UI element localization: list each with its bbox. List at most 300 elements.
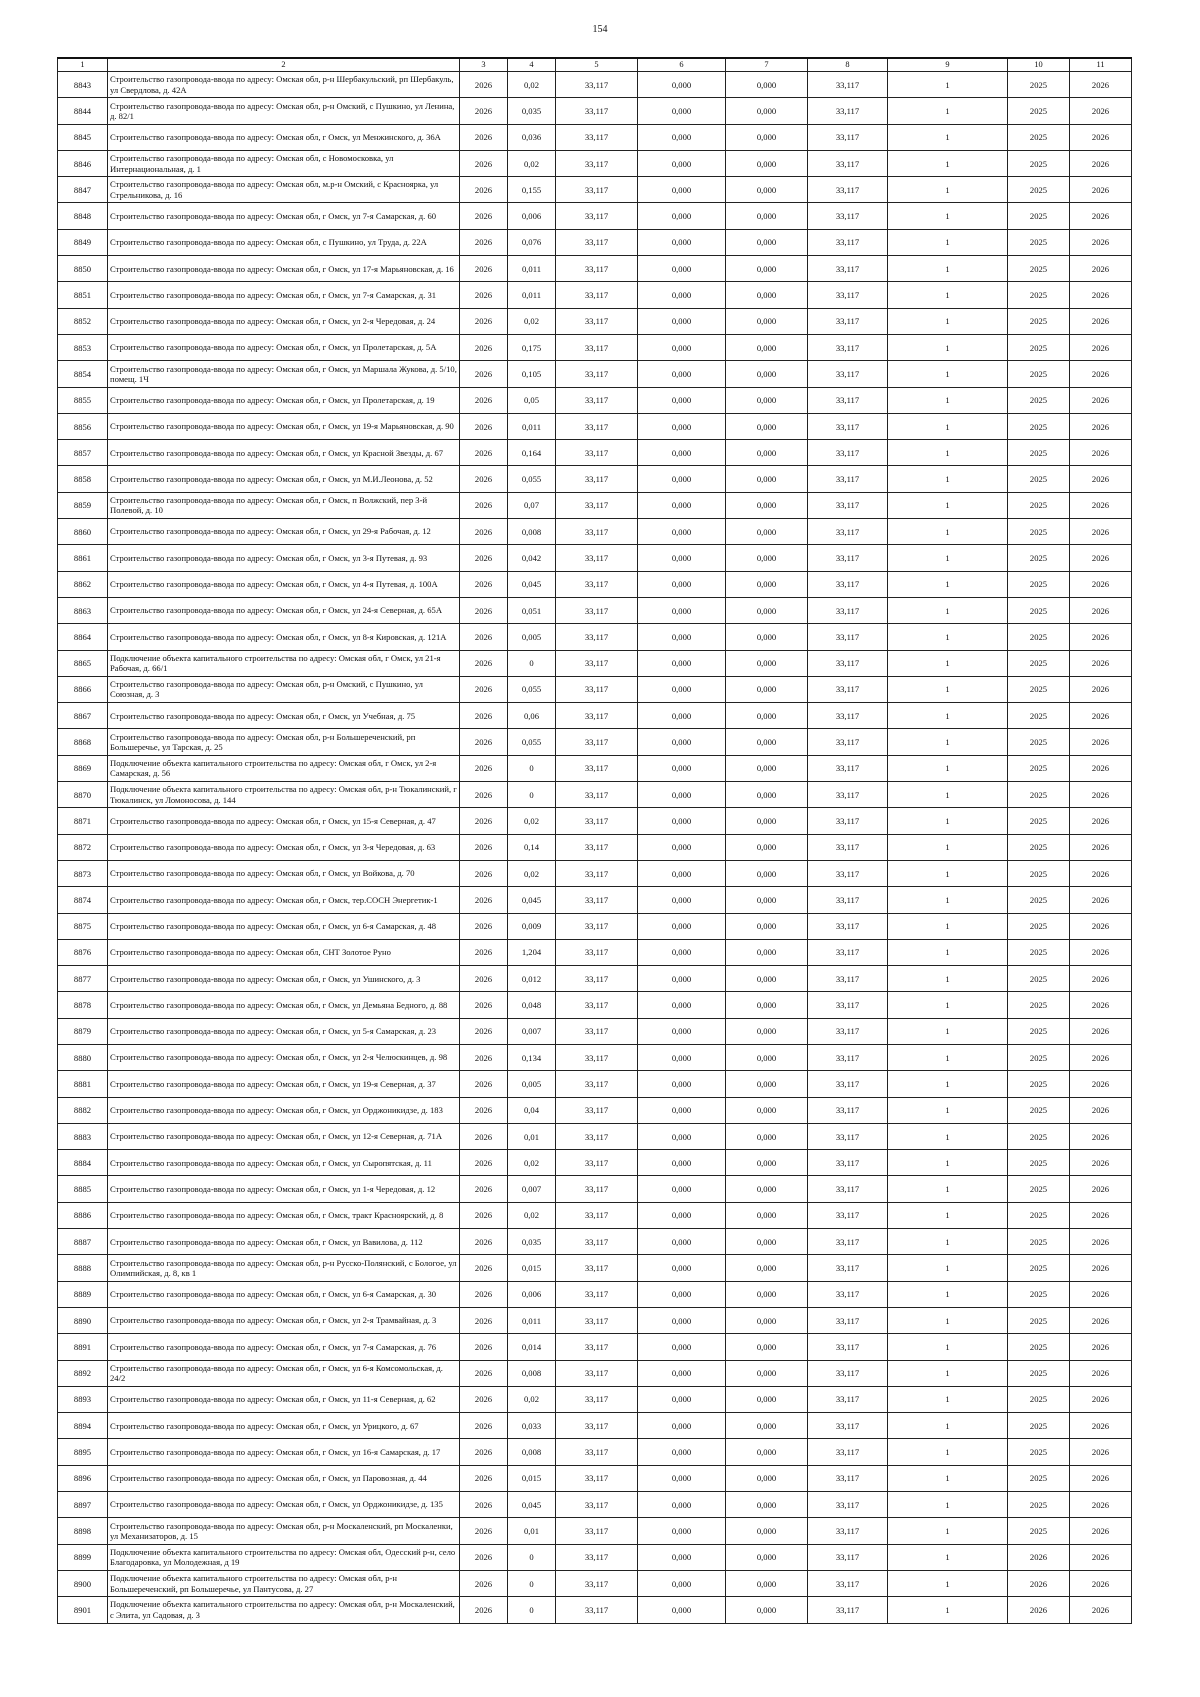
value-cell: 2026 bbox=[1070, 387, 1132, 413]
value-cell: 2026 bbox=[1070, 361, 1132, 387]
table-row bbox=[58, 177, 1132, 203]
value-cell: 2026 bbox=[460, 703, 508, 729]
value-cell: 2025 bbox=[1008, 1202, 1070, 1228]
description-cell: Строительство газопровода-ввода по адресу: Омская обл, г Омск, ул Орджоникидзе, д. 135 bbox=[108, 1492, 460, 1518]
value-cell: 1 bbox=[888, 939, 1008, 965]
value-cell: 0,000 bbox=[638, 1360, 726, 1386]
value-cell: 0,000 bbox=[726, 361, 808, 387]
description-cell: Строительство газопровода-ввода по адресу: Омская обл, г Омск, ул 2-я Трамвайная, д. 3 bbox=[108, 1307, 460, 1333]
value-cell: 2026 bbox=[460, 1360, 508, 1386]
value-cell: 2026 bbox=[460, 72, 508, 98]
value-cell: 33,117 bbox=[556, 1334, 638, 1360]
value-cell: 2025 bbox=[1008, 466, 1070, 492]
value-cell: 1 bbox=[888, 1123, 1008, 1149]
value-cell: 33,117 bbox=[808, 334, 888, 360]
value-cell: 0,000 bbox=[726, 466, 808, 492]
value-cell: 0,014 bbox=[508, 1334, 556, 1360]
value-cell: 33,117 bbox=[808, 519, 888, 545]
description-cell: Строительство газопровода-ввода по адресу: Омская обл, г Омск, ул 8-я Кировская, д. 121А bbox=[108, 624, 460, 650]
value-cell: 1 bbox=[888, 334, 1008, 360]
value-cell: 33,117 bbox=[556, 519, 638, 545]
row-number-cell: 8858 bbox=[58, 466, 108, 492]
row-number-cell: 8866 bbox=[58, 676, 108, 702]
value-cell: 0,04 bbox=[508, 1097, 556, 1123]
value-cell: 1 bbox=[888, 808, 1008, 834]
value-cell: 1 bbox=[888, 1597, 1008, 1623]
value-cell: 33,117 bbox=[556, 992, 638, 1018]
value-cell: 2026 bbox=[1070, 1439, 1132, 1465]
value-cell: 0,000 bbox=[638, 703, 726, 729]
description-cell: Строительство газопровода-ввода по адресу: Омская обл, СНТ Золотое Руно bbox=[108, 939, 460, 965]
value-cell: 1 bbox=[888, 1255, 1008, 1281]
value-cell: 2026 bbox=[460, 1281, 508, 1307]
value-cell: 2026 bbox=[460, 624, 508, 650]
value-cell: 33,117 bbox=[556, 966, 638, 992]
value-cell: 2026 bbox=[1070, 124, 1132, 150]
value-cell: 1 bbox=[888, 256, 1008, 282]
description-cell: Строительство газопровода-ввода по адресу: Омская обл, г Омск, ул 1-я Чередовая, д. 12 bbox=[108, 1176, 460, 1202]
value-cell: 33,117 bbox=[808, 571, 888, 597]
table-row bbox=[58, 939, 1132, 965]
value-cell: 2026 bbox=[460, 755, 508, 781]
value-cell: 2026 bbox=[460, 1229, 508, 1255]
row-number-cell: 8900 bbox=[58, 1570, 108, 1596]
value-cell: 33,117 bbox=[808, 177, 888, 203]
value-cell: 2025 bbox=[1008, 834, 1070, 860]
value-cell: 0,000 bbox=[638, 440, 726, 466]
value-cell: 33,117 bbox=[808, 1570, 888, 1596]
row-number-cell: 8890 bbox=[58, 1307, 108, 1333]
value-cell: 33,117 bbox=[808, 729, 888, 755]
value-cell: 33,117 bbox=[808, 1202, 888, 1228]
value-cell: 0,000 bbox=[726, 1544, 808, 1570]
value-cell: 1 bbox=[888, 440, 1008, 466]
value-cell: 2026 bbox=[1070, 1097, 1132, 1123]
description-cell: Подключение объекта капитального строительства по адресу: Омская обл, р-н Большереченский, рп Большеречье, ул Пантусова, д. 27 bbox=[108, 1570, 460, 1596]
value-cell: 2025 bbox=[1008, 729, 1070, 755]
value-cell: 0,000 bbox=[638, 597, 726, 623]
value-cell: 2025 bbox=[1008, 1097, 1070, 1123]
value-cell: 0,011 bbox=[508, 1307, 556, 1333]
description-cell: Строительство газопровода-ввода по адресу: Омская обл, г Омск, ул 7-я Самарская, д. 60 bbox=[108, 203, 460, 229]
value-cell: 2025 bbox=[1008, 939, 1070, 965]
value-cell: 2026 bbox=[1070, 1492, 1132, 1518]
row-number-cell: 8847 bbox=[58, 177, 108, 203]
value-cell: 2026 bbox=[460, 1255, 508, 1281]
value-cell: 0,008 bbox=[508, 519, 556, 545]
value-cell: 2025 bbox=[1008, 571, 1070, 597]
value-cell: 0,000 bbox=[726, 703, 808, 729]
value-cell: 0,055 bbox=[508, 466, 556, 492]
value-cell: 0,000 bbox=[726, 1465, 808, 1491]
description-cell: Строительство газопровода-ввода по адресу: Омская обл, р-н Омский, с Пушкино, ул Союзная, д. 3 bbox=[108, 676, 460, 702]
value-cell: 33,117 bbox=[556, 545, 638, 571]
value-cell: 2026 bbox=[460, 177, 508, 203]
row-number-cell: 8897 bbox=[58, 1492, 108, 1518]
value-cell: 33,117 bbox=[808, 229, 888, 255]
table-row bbox=[58, 1544, 1132, 1570]
value-cell: 0,006 bbox=[508, 203, 556, 229]
value-cell: 0,051 bbox=[508, 597, 556, 623]
description-cell: Подключение объекта капитального строительства по адресу: Омская обл, Одесский р-н, село Благодаровка, ул Молодежная, д 19 bbox=[108, 1544, 460, 1570]
value-cell: 0,000 bbox=[726, 545, 808, 571]
description-cell: Строительство газопровода-ввода по адресу: Омская обл, г Омск, ул Урицкого, д. 67 bbox=[108, 1413, 460, 1439]
description-cell: Строительство газопровода-ввода по адресу: Омская обл, г Омск, ул 5-я Самарская, д. 23 bbox=[108, 1018, 460, 1044]
table-row bbox=[58, 887, 1132, 913]
value-cell: 2026 bbox=[1070, 834, 1132, 860]
value-cell: 2026 bbox=[1070, 1597, 1132, 1623]
table-row bbox=[58, 308, 1132, 334]
value-cell: 2025 bbox=[1008, 308, 1070, 334]
value-cell: 0,000 bbox=[638, 1229, 726, 1255]
value-cell: 0,000 bbox=[726, 308, 808, 334]
value-cell: 0,000 bbox=[638, 913, 726, 939]
value-cell: 2026 bbox=[1070, 1044, 1132, 1070]
value-cell: 2025 bbox=[1008, 124, 1070, 150]
value-cell: 0,000 bbox=[638, 860, 726, 886]
value-cell: 1 bbox=[888, 492, 1008, 518]
value-cell: 1 bbox=[888, 545, 1008, 571]
value-cell: 2026 bbox=[460, 1386, 508, 1412]
value-cell: 33,117 bbox=[556, 72, 638, 98]
value-cell: 1 bbox=[888, 1229, 1008, 1255]
table-row bbox=[58, 1439, 1132, 1465]
value-cell: 0,000 bbox=[726, 624, 808, 650]
row-number-cell: 8863 bbox=[58, 597, 108, 623]
row-number-cell: 8881 bbox=[58, 1071, 108, 1097]
value-cell: 0,000 bbox=[638, 676, 726, 702]
value-cell: 0,007 bbox=[508, 1176, 556, 1202]
value-cell: 2025 bbox=[1008, 1044, 1070, 1070]
value-cell: 33,117 bbox=[556, 413, 638, 439]
value-cell: 0,009 bbox=[508, 913, 556, 939]
value-cell: 0,036 bbox=[508, 124, 556, 150]
row-number-cell: 8871 bbox=[58, 808, 108, 834]
description-cell: Строительство газопровода-ввода по адресу: Омская обл, г Омск, ул 2-я Чередовая, д. 24 bbox=[108, 308, 460, 334]
description-cell: Строительство газопровода-ввода по адресу: Омская обл, г Омск, ул Сыропятская, д. 11 bbox=[108, 1150, 460, 1176]
value-cell: 2026 bbox=[1070, 1176, 1132, 1202]
row-number-cell: 8880 bbox=[58, 1044, 108, 1070]
value-cell: 2026 bbox=[1070, 992, 1132, 1018]
table-row bbox=[58, 571, 1132, 597]
value-cell: 33,117 bbox=[808, 308, 888, 334]
value-cell: 2025 bbox=[1008, 229, 1070, 255]
row-number-cell: 8875 bbox=[58, 913, 108, 939]
description-cell: Строительство газопровода-ввода по адресу: Омская обл, г Омск, ул 7-я Самарская, д. 31 bbox=[108, 282, 460, 308]
value-cell: 0,000 bbox=[638, 177, 726, 203]
value-cell: 1 bbox=[888, 519, 1008, 545]
value-cell: 2026 bbox=[1070, 597, 1132, 623]
value-cell: 2026 bbox=[460, 1202, 508, 1228]
value-cell: 33,117 bbox=[556, 150, 638, 176]
value-cell: 1 bbox=[888, 1439, 1008, 1465]
value-cell: 0,048 bbox=[508, 992, 556, 1018]
value-cell: 0 bbox=[508, 1570, 556, 1596]
description-cell: Строительство газопровода-ввода по адресу: Омская обл, г Омск, ул 2-я Челюскинцев, д. 98 bbox=[108, 1044, 460, 1070]
value-cell: 1 bbox=[888, 860, 1008, 886]
value-cell: 0,011 bbox=[508, 282, 556, 308]
value-cell: 0,000 bbox=[726, 124, 808, 150]
value-cell: 2026 bbox=[460, 966, 508, 992]
value-cell: 0,000 bbox=[638, 834, 726, 860]
description-cell: Строительство газопровода-ввода по адресу: Омская обл, г Омск, ул 6-я Самарская, д. 30 bbox=[108, 1281, 460, 1307]
row-number-cell: 8851 bbox=[58, 282, 108, 308]
value-cell: 0,000 bbox=[638, 1307, 726, 1333]
value-cell: 33,117 bbox=[556, 98, 638, 124]
value-cell: 33,117 bbox=[556, 1281, 638, 1307]
value-cell: 2025 bbox=[1008, 808, 1070, 834]
table-row bbox=[58, 1386, 1132, 1412]
value-cell: 2026 bbox=[1070, 650, 1132, 676]
description-cell: Строительство газопровода-ввода по адресу: Омская обл, г Омск, п Волжский, пер 3-й Полевой, д. 10 bbox=[108, 492, 460, 518]
value-cell: 2026 bbox=[460, 1307, 508, 1333]
description-cell: Строительство газопровода-ввода по адресу: Омская обл, р-н Русско-Полянский, с Бологое, ул Олимпийская, д. 8, кв 1 bbox=[108, 1255, 460, 1281]
value-cell: 33,117 bbox=[808, 834, 888, 860]
value-cell: 0,134 bbox=[508, 1044, 556, 1070]
value-cell: 2026 bbox=[1070, 729, 1132, 755]
page-number: 154 bbox=[592, 24, 608, 35]
row-number-cell: 8884 bbox=[58, 1150, 108, 1176]
table-row bbox=[58, 1150, 1132, 1176]
value-cell: 1 bbox=[888, 1044, 1008, 1070]
description-cell: Строительство газопровода-ввода по адресу: Омская обл, г Омск, ул Ушинского, д. 3 bbox=[108, 966, 460, 992]
data-table bbox=[57, 57, 1132, 1624]
value-cell: 2026 bbox=[1070, 1281, 1132, 1307]
value-cell: 0,000 bbox=[638, 387, 726, 413]
row-number-cell: 8892 bbox=[58, 1360, 108, 1386]
value-cell: 2025 bbox=[1008, 1150, 1070, 1176]
value-cell: 2026 bbox=[1070, 860, 1132, 886]
table-row bbox=[58, 519, 1132, 545]
value-cell: 0,005 bbox=[508, 624, 556, 650]
value-cell: 0 bbox=[508, 782, 556, 808]
value-cell: 1 bbox=[888, 466, 1008, 492]
table-row bbox=[58, 72, 1132, 98]
value-cell: 33,117 bbox=[556, 492, 638, 518]
value-cell: 33,117 bbox=[556, 1518, 638, 1544]
value-cell: 0,000 bbox=[638, 1465, 726, 1491]
value-cell: 33,117 bbox=[808, 1334, 888, 1360]
value-cell: 33,117 bbox=[808, 966, 888, 992]
value-cell: 0,000 bbox=[638, 308, 726, 334]
value-cell: 33,117 bbox=[556, 1360, 638, 1386]
value-cell: 0,000 bbox=[726, 1281, 808, 1307]
value-cell: 33,117 bbox=[556, 256, 638, 282]
value-cell: 2026 bbox=[1070, 1544, 1132, 1570]
table-row bbox=[58, 387, 1132, 413]
value-cell: 33,117 bbox=[556, 755, 638, 781]
value-cell: 0,055 bbox=[508, 729, 556, 755]
column-header: 4 bbox=[508, 58, 556, 72]
value-cell: 33,117 bbox=[808, 650, 888, 676]
description-cell: Подключение объекта капитального строительства по адресу: Омская обл, г Омск, ул 21-я Рабочая, д. 66/1 bbox=[108, 650, 460, 676]
value-cell: 33,117 bbox=[556, 1544, 638, 1570]
value-cell: 33,117 bbox=[556, 624, 638, 650]
table-row bbox=[58, 1360, 1132, 1386]
description-cell: Строительство газопровода-ввода по адресу: Омская обл, г Омск, ул 19-я Марьяновская, д. 90 bbox=[108, 413, 460, 439]
value-cell: 0,000 bbox=[638, 1176, 726, 1202]
description-cell: Строительство газопровода-ввода по адресу: Омская обл, г Омск, ул Войкова, д. 70 bbox=[108, 860, 460, 886]
table-row bbox=[58, 1492, 1132, 1518]
value-cell: 0,000 bbox=[726, 1570, 808, 1596]
value-cell: 33,117 bbox=[808, 256, 888, 282]
value-cell: 0,045 bbox=[508, 1492, 556, 1518]
row-number-cell: 8899 bbox=[58, 1544, 108, 1570]
value-cell: 33,117 bbox=[556, 203, 638, 229]
value-cell: 1 bbox=[888, 834, 1008, 860]
table-row bbox=[58, 492, 1132, 518]
value-cell: 0,000 bbox=[726, 1202, 808, 1228]
value-cell: 2025 bbox=[1008, 992, 1070, 1018]
value-cell: 1 bbox=[888, 413, 1008, 439]
value-cell: 0,000 bbox=[726, 571, 808, 597]
value-cell: 0,000 bbox=[726, 1229, 808, 1255]
value-cell: 2026 bbox=[1070, 229, 1132, 255]
value-cell: 33,117 bbox=[556, 1123, 638, 1149]
value-cell: 0,000 bbox=[726, 413, 808, 439]
value-cell: 33,117 bbox=[556, 597, 638, 623]
row-number-cell: 8857 bbox=[58, 440, 108, 466]
value-cell: 0,000 bbox=[726, 334, 808, 360]
value-cell: 2025 bbox=[1008, 1176, 1070, 1202]
value-cell: 0,042 bbox=[508, 545, 556, 571]
value-cell: 2026 bbox=[1070, 1518, 1132, 1544]
value-cell: 0,000 bbox=[726, 1307, 808, 1333]
value-cell: 33,117 bbox=[556, 177, 638, 203]
value-cell: 2026 bbox=[1070, 1150, 1132, 1176]
value-cell: 1 bbox=[888, 1176, 1008, 1202]
value-cell: 33,117 bbox=[808, 203, 888, 229]
value-cell: 2026 bbox=[1070, 72, 1132, 98]
value-cell: 33,117 bbox=[556, 1018, 638, 1044]
value-cell: 2025 bbox=[1008, 1465, 1070, 1491]
row-number-cell: 8850 bbox=[58, 256, 108, 282]
table-row bbox=[58, 1176, 1132, 1202]
value-cell: 0,000 bbox=[726, 834, 808, 860]
value-cell: 33,117 bbox=[556, 860, 638, 886]
value-cell: 2026 bbox=[460, 413, 508, 439]
row-number-cell: 8887 bbox=[58, 1229, 108, 1255]
header-row bbox=[58, 58, 1132, 72]
value-cell: 1 bbox=[888, 1570, 1008, 1596]
description-cell: Строительство газопровода-ввода по адресу: Омская обл, г Омск, тракт Красноярский, д. 8 bbox=[108, 1202, 460, 1228]
value-cell: 0,000 bbox=[638, 992, 726, 1018]
value-cell: 0,000 bbox=[726, 1044, 808, 1070]
value-cell: 0,000 bbox=[638, 571, 726, 597]
value-cell: 0,000 bbox=[638, 334, 726, 360]
table-row bbox=[58, 282, 1132, 308]
value-cell: 0,000 bbox=[638, 98, 726, 124]
value-cell: 2026 bbox=[460, 492, 508, 518]
value-cell: 1 bbox=[888, 1518, 1008, 1544]
value-cell: 0,155 bbox=[508, 177, 556, 203]
row-number-cell: 8869 bbox=[58, 755, 108, 781]
value-cell: 2026 bbox=[1070, 1018, 1132, 1044]
value-cell: 0,015 bbox=[508, 1465, 556, 1491]
value-cell: 0,015 bbox=[508, 1255, 556, 1281]
value-cell: 33,117 bbox=[808, 387, 888, 413]
row-number-cell: 8844 bbox=[58, 98, 108, 124]
value-cell: 0,02 bbox=[508, 1386, 556, 1412]
row-number-cell: 8843 bbox=[58, 72, 108, 98]
value-cell: 2025 bbox=[1008, 545, 1070, 571]
description-cell: Строительство газопровода-ввода по адресу: Омская обл, г Омск, ул 6-я Самарская, д. 48 bbox=[108, 913, 460, 939]
table-row bbox=[58, 1597, 1132, 1623]
value-cell: 1 bbox=[888, 597, 1008, 623]
value-cell: 1 bbox=[888, 1544, 1008, 1570]
row-number-cell: 8873 bbox=[58, 860, 108, 886]
value-cell: 2026 bbox=[1070, 1071, 1132, 1097]
value-cell: 33,117 bbox=[808, 466, 888, 492]
value-cell: 2026 bbox=[460, 1570, 508, 1596]
value-cell: 0,14 bbox=[508, 834, 556, 860]
value-cell: 1 bbox=[888, 1018, 1008, 1044]
description-cell: Строительство газопровода-ввода по адресу: Омская обл, г Омск, ул Менжинского, д. 36А bbox=[108, 124, 460, 150]
value-cell: 0,000 bbox=[638, 1492, 726, 1518]
table-row bbox=[58, 1044, 1132, 1070]
value-cell: 0,000 bbox=[726, 98, 808, 124]
value-cell: 0,000 bbox=[638, 1255, 726, 1281]
value-cell: 2026 bbox=[460, 1018, 508, 1044]
value-cell: 0,055 bbox=[508, 676, 556, 702]
table-row bbox=[58, 597, 1132, 623]
value-cell: 33,117 bbox=[556, 1439, 638, 1465]
value-cell: 0,000 bbox=[726, 1150, 808, 1176]
value-cell: 2026 bbox=[460, 1044, 508, 1070]
row-number-cell: 8876 bbox=[58, 939, 108, 965]
value-cell: 2026 bbox=[460, 808, 508, 834]
value-cell: 33,117 bbox=[556, 1255, 638, 1281]
value-cell: 0 bbox=[508, 1597, 556, 1623]
value-cell: 33,117 bbox=[808, 1281, 888, 1307]
value-cell: 0,000 bbox=[726, 676, 808, 702]
value-cell: 0,000 bbox=[638, 1097, 726, 1123]
value-cell: 0,02 bbox=[508, 860, 556, 886]
value-cell: 33,117 bbox=[808, 1518, 888, 1544]
value-cell: 33,117 bbox=[808, 1123, 888, 1149]
value-cell: 33,117 bbox=[808, 72, 888, 98]
value-cell: 2026 bbox=[460, 1465, 508, 1491]
value-cell: 0,000 bbox=[638, 466, 726, 492]
value-cell: 33,117 bbox=[556, 913, 638, 939]
value-cell: 0,000 bbox=[726, 1386, 808, 1412]
column-header: 7 bbox=[726, 58, 808, 72]
value-cell: 0,175 bbox=[508, 334, 556, 360]
value-cell: 2026 bbox=[1070, 256, 1132, 282]
table-row bbox=[58, 834, 1132, 860]
row-number-cell: 8849 bbox=[58, 229, 108, 255]
value-cell: 33,117 bbox=[556, 1386, 638, 1412]
value-cell: 2026 bbox=[1008, 1544, 1070, 1570]
value-cell: 1 bbox=[888, 150, 1008, 176]
value-cell: 2026 bbox=[1070, 177, 1132, 203]
table-row bbox=[58, 1229, 1132, 1255]
value-cell: 0,011 bbox=[508, 413, 556, 439]
value-cell: 0,000 bbox=[638, 1123, 726, 1149]
row-number-cell: 8896 bbox=[58, 1465, 108, 1491]
value-cell: 2026 bbox=[460, 1439, 508, 1465]
value-cell: 2025 bbox=[1008, 624, 1070, 650]
row-number-cell: 8893 bbox=[58, 1386, 108, 1412]
value-cell: 33,117 bbox=[556, 1044, 638, 1070]
value-cell: 0,000 bbox=[726, 1413, 808, 1439]
value-cell: 2025 bbox=[1008, 387, 1070, 413]
description-cell: Строительство газопровода-ввода по адресу: Омская обл, с Новомосковка, ул Интернациональная, д. 1 bbox=[108, 150, 460, 176]
value-cell: 0,000 bbox=[638, 256, 726, 282]
value-cell: 0,076 bbox=[508, 229, 556, 255]
table-row bbox=[58, 755, 1132, 781]
value-cell: 33,117 bbox=[808, 282, 888, 308]
